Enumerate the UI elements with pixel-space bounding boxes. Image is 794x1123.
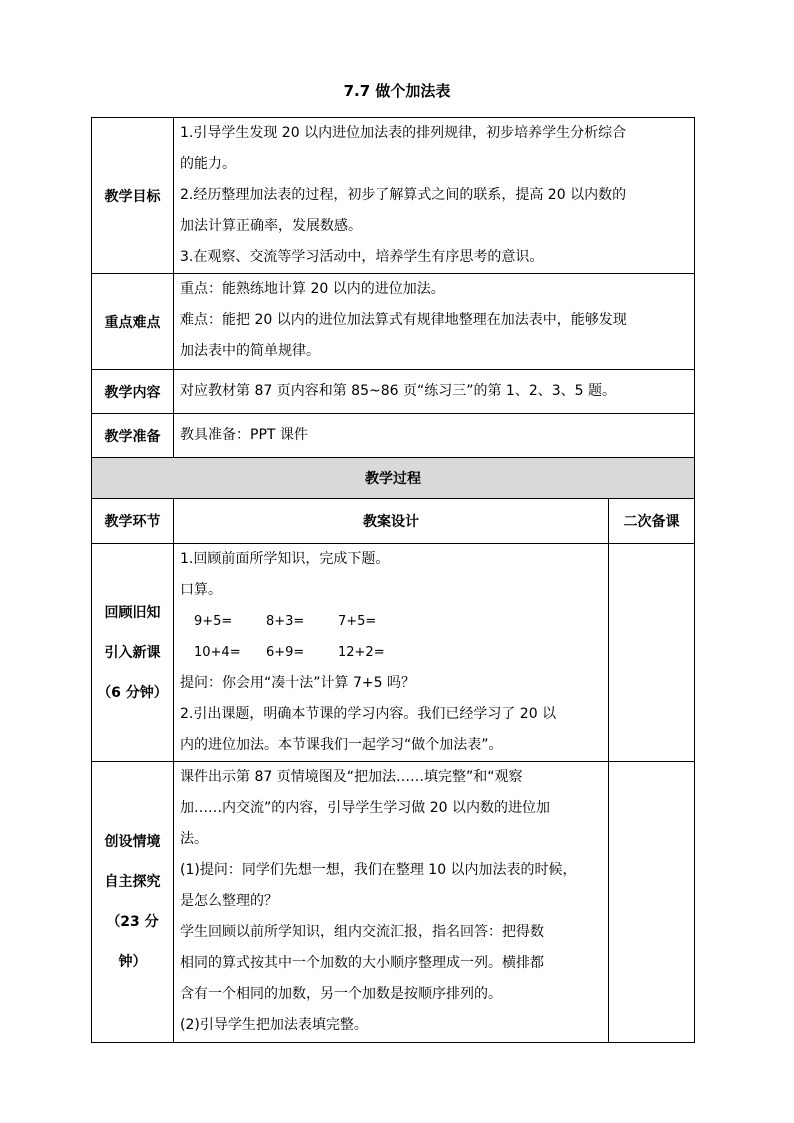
goals-row	[92, 118, 695, 274]
key-points-line: 重点：能熟练地计算 20 以内的进位加法。	[180, 281, 445, 297]
stage2-line: (1)提问：同学们先想一想，我们在整理 10 以内加法表的时候，	[180, 862, 577, 878]
lesson-plan-table	[91, 117, 695, 1043]
calc-item: 9+5=	[194, 614, 233, 629]
key-points-row	[92, 274, 695, 370]
key-points-line: 难点：能把 20 以内的进位加法算式有规律地整理在加法表中，能够发现	[180, 312, 627, 328]
stage1-label-line: 引入新课	[104, 644, 161, 661]
content-row	[92, 370, 695, 414]
goals-line: 3.在观察、交流等学习活动中，培养学生有序思考的意识。	[180, 249, 544, 265]
stage2-line: 含有一个相同的加数，另一个加数是按顺序排列的。	[180, 986, 502, 1002]
stage1-line: 内的进位加法。本节课我们一起学习“做个加法表”。	[180, 737, 503, 753]
calc-item: 12+2=	[338, 645, 385, 660]
stage-column-header: 教学环节	[92, 499, 174, 544]
stage1-line: 1.回顾前面所学知识，完成下题。	[180, 551, 390, 567]
document-title: 7.7 做个加法表	[343, 82, 451, 100]
stage2-line: (2)引导学生把加法表填完整。	[180, 1017, 368, 1033]
stage2-label-line: 自主探究	[104, 874, 161, 890]
goals-content	[174, 118, 695, 274]
column-header-row	[92, 499, 695, 544]
calc-row	[180, 637, 602, 668]
preparation-label: 教学准备	[92, 414, 174, 458]
stage2-notes	[609, 762, 695, 1043]
key-points-label: 重点难点	[92, 274, 174, 370]
stage2-line: 学生回顾以前所学知识，组内交流汇报，指名回答：把得数	[180, 924, 544, 940]
stage2-line: 是怎么整理的？	[180, 893, 278, 909]
goals-line: 加法计算正确率，发展数感。	[180, 218, 362, 234]
key-points-line: 加法表中的简单规律。	[180, 343, 320, 359]
goals-label: 教学目标	[92, 118, 174, 274]
preparation-text: 教具准备：PPT 课件	[174, 414, 695, 458]
stage1-design	[174, 544, 609, 762]
stage1-row	[92, 544, 695, 762]
stage2-line: 加……内交流”的内容，引导学生学习做 20 以内数的进位加	[180, 800, 550, 816]
calc-item: 7+5=	[338, 614, 377, 629]
calc-row	[180, 606, 602, 637]
stage2-line: 相同的算式按其中一个加数的大小顺序整理成一列。横排都	[180, 955, 544, 971]
stage1-label-line: 回顾旧知	[104, 604, 161, 621]
calc-item: 6+9=	[266, 645, 305, 660]
design-column-header: 教案设计	[174, 499, 609, 544]
stage2-label-line: 钟）	[118, 954, 147, 970]
stage2-row	[92, 762, 695, 1043]
calc-item: 8+3=	[266, 614, 305, 629]
content-text: 对应教材第 87 页内容和第 85~86 页“练习三”的第 1、2、3、5 题。	[174, 370, 695, 414]
stage2-label-line: 创设情境	[104, 834, 161, 850]
stage1-line: 2.引出课题，明确本节课的学习内容。我们已经学习了 20 以	[180, 706, 557, 722]
goals-line: 1.引导学生发现 20 以内进位加法表的排列规律，初步培养学生分析综合	[180, 125, 627, 141]
stage1-notes	[609, 544, 695, 762]
stage2-label-line: （23 分	[106, 914, 159, 930]
process-header: 教学过程	[92, 458, 695, 499]
stage1-label	[92, 544, 174, 762]
stage2-label	[92, 762, 174, 1043]
stage2-design	[174, 762, 609, 1043]
stage1-line: 提问：你会用“凑十法”计算 7+5 吗？	[180, 675, 415, 691]
goals-line: 2.经历整理加法表的过程，初步了解算式之间的联系，提高 20 以内数的	[180, 187, 627, 203]
key-points-content	[174, 274, 695, 370]
stage1-line: 口算。	[180, 582, 222, 598]
stage2-line: 法。	[180, 831, 208, 847]
stage2-line: 课件出示第 87 页情境图及“把加法……填完整”和“观察	[180, 769, 523, 785]
notes-column-header: 二次备课	[609, 499, 695, 544]
content-label: 教学内容	[92, 370, 174, 414]
process-header-row	[92, 458, 695, 499]
goals-line: 的能力。	[180, 156, 236, 172]
stage1-label-line: （6 分钟）	[97, 684, 168, 701]
calc-item: 10+4=	[194, 645, 241, 660]
preparation-row	[92, 414, 695, 458]
